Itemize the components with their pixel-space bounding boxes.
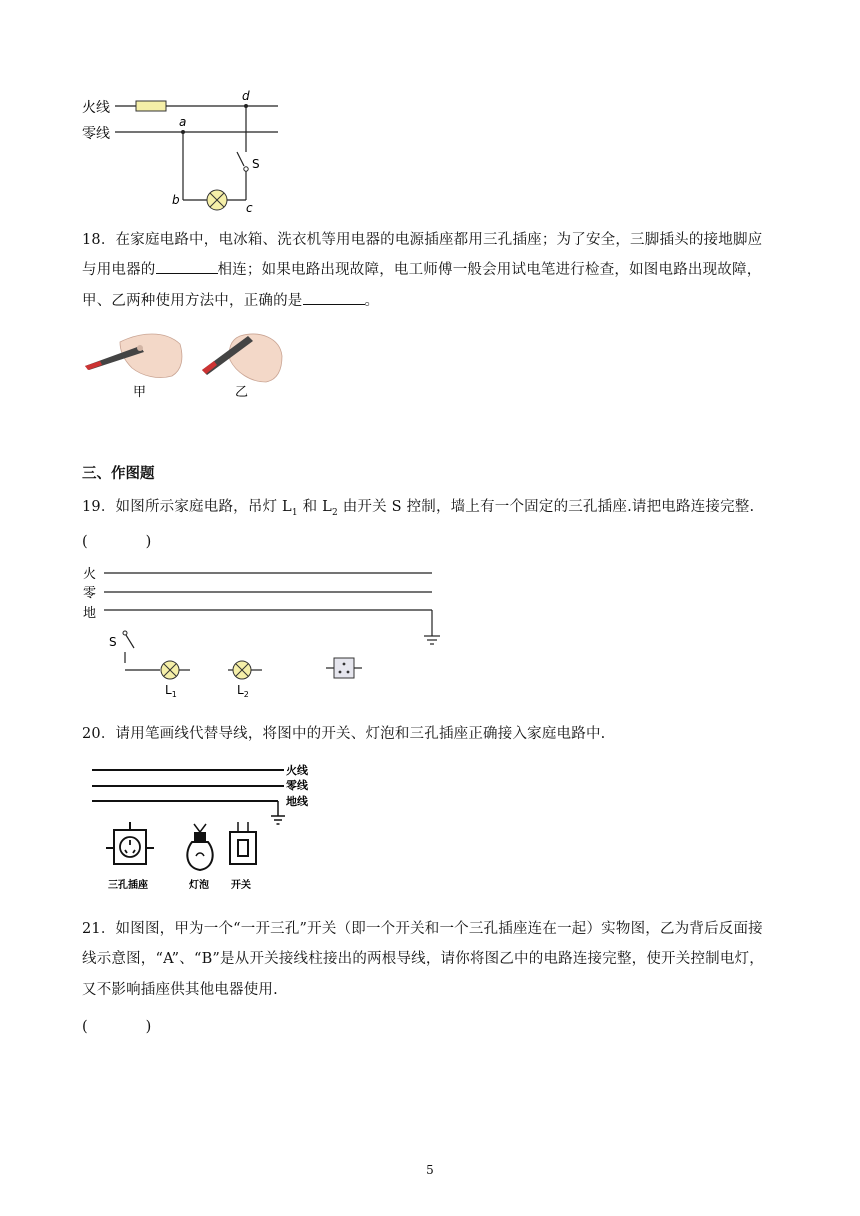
q21-line1: 21．如图图，甲为一个“一开三孔”开关（即一个开关和一个三孔插座连在一起）实物图，乙为背后反面接 [82,921,763,937]
fig17-label-d: d [242,89,250,103]
q19-label-ground: 地 [83,606,97,621]
q21-line3: 又不影响插座供其他电器使用. [82,982,278,998]
fuse [136,101,166,111]
bulb-icon [187,824,212,870]
q18-line1: 18．在家庭电路中，电冰箱、洗衣机等用电器的电源插座都用三孔插座；为了安全，三脚插头的接地脚应 [82,232,763,248]
q20-ground-label: 地线 [286,795,308,808]
fig17-label-c: c [246,201,253,215]
fig17-label-s: S [252,157,260,171]
q20-neutral-label: 零线 [286,779,308,792]
q20-socket-label: 三孔插座 [108,880,148,891]
fig17-label-a: a [179,115,187,129]
q19-answer-blank[interactable]: ( ) [82,534,152,550]
pen-label-yi: 乙 [235,385,249,400]
socket-icon [106,822,154,864]
socket-icon [334,658,354,678]
q20-bulb-label: 灯泡 [189,880,209,891]
q19-text: 19．如图所示家庭电路，吊灯 $L_1$ 和 $L_2$ 由开关 S 控制，墙上有一个固定的三孔插座.请把电路连接完整. [82,499,755,518]
fig17-live-label: 火线 [82,100,110,116]
q20-text: 20．请用笔画线代替导线，将图中的开关、灯泡和三孔插座正确接入家庭电路中. [82,726,606,742]
q19-label-live: 火 [83,567,97,582]
pen-label-jia: 甲 [133,385,147,400]
figure-18-test-pen [80,324,300,406]
hand-yi-icon [229,334,282,382]
q18-line3: 甲、乙两种使用方法中，正确的是 。 [82,293,380,309]
q21-answer-blank[interactable]: ( ) [82,1019,152,1035]
q18-blank-1[interactable] [156,272,218,274]
figure-17-circuit [80,86,290,216]
lamp-l2-label: $L_2$ [237,683,249,699]
page-number: 5 [426,1163,434,1177]
q20-live-label: 火线 [286,764,308,777]
q19-label-s: S [109,635,117,649]
switch-icon [237,152,244,166]
figure-20-circuit [88,760,348,895]
fig17-label-b: b [172,193,180,207]
q19-label-neutral: 零 [83,586,97,601]
fig17-neutral-label: 零线 [82,126,110,142]
section-3-title: 三、作图题 [82,465,155,482]
switch-box-icon [230,822,256,864]
switch-icon [126,635,134,648]
lamp-l1-label: $L_1$ [165,683,177,699]
q18-blank-2[interactable] [303,303,365,305]
q20-switch-label: 开关 [231,880,251,891]
figure-19-circuit [80,560,450,700]
q21-line2: 线示意图，“A”、“B”是从开关接线柱接出的两根导线，请你将图乙中的电路连接完整，使开关控制电灯， [82,951,764,967]
q18-line2: 与用电器的 相连；如果电路出现故障，电工师傅一般会用试电笔进行检查，如图电路出现故障， [82,262,762,278]
